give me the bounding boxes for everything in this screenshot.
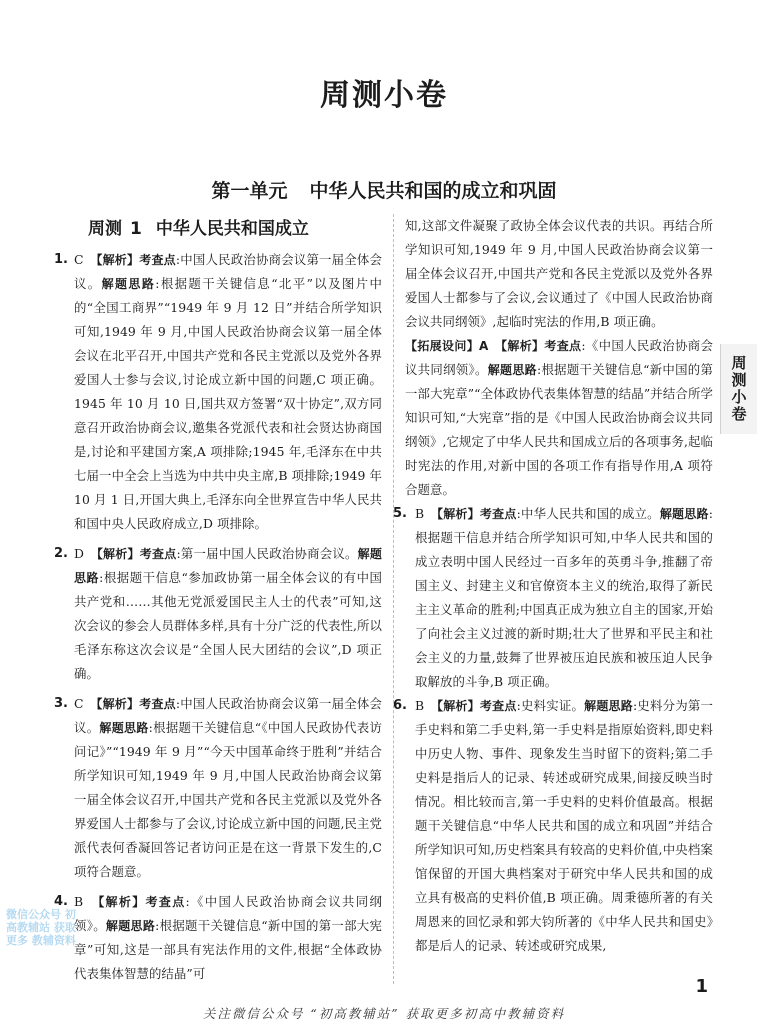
answer-item xyxy=(54,248,382,536)
page-number: 1 xyxy=(695,976,708,997)
answer-choice: C xyxy=(74,252,84,267)
answer-item xyxy=(405,214,713,334)
answer-text xyxy=(405,334,713,502)
answer-item xyxy=(393,502,714,694)
section-label: 周测 xyxy=(88,219,122,239)
answer-segment: :史料分为第一手史料和第二手史料,第一手史料是指原始资料,即史料中历史人物、事件、现象发生当时留下的资料;第二手史料是指后人的记录、转述或研究成果,间接反映当时情况。相比较而言,第一手史料的史料价值最高。根据题干关键信息“中华人民共和国的成立和巩固”并结合所学知识可知,历史档案具有较高的史料价值,中央档案馆保留的开国大典档案对于研究中华人民共和国的成立具有极高的史料价值,B 项正确。周秉德所著的有关周恩来的回忆录和郭大钧所著的《中华人民共和国史》都是后人的记录、转述或研究成果, xyxy=(415,698,714,953)
answer-text xyxy=(74,692,382,884)
answer-segment: :根据题干信息并结合所学知识可知,中华人民共和国的成立表明中国人民经过一百多年的英勇斗争,推翻了帝国主义、封建主义和官僚资本主义的统治,取得了新民主主义革命的胜利;中国真正成为独立自主的国家,开始了向社会主义过渡的新时期;壮大了世界和平民主和社会主义的力量,鼓舞了世界被压迫民族和被压迫人民争取解放的斗争,B 项正确。 xyxy=(415,506,714,689)
answer-item xyxy=(54,692,382,884)
left-column xyxy=(54,214,382,992)
answer-list-right xyxy=(393,214,714,958)
section-title: 中华人民共和国成立 xyxy=(155,219,309,239)
right-column xyxy=(393,214,714,958)
unit-subtitle: 中华人民共和国的成立和巩固 xyxy=(309,180,557,202)
answer-item xyxy=(405,334,713,502)
answer-segment: :根据题干关键信息“新中国的第一部大宪章”可知,这是一部具有宪法作用的文件,根据“全体政协代表集体智慧的结晶”可 xyxy=(74,918,382,981)
answer-label: 【拓展设问】A 【解析】考查点 xyxy=(405,339,582,353)
answer-label: 解题思路 xyxy=(74,547,382,585)
answer-choice: C xyxy=(74,696,84,711)
answer-label: 【解析】考查点 xyxy=(96,697,176,711)
answer-segment: :根据题干关键信息“《中国人民政协代表访问记》”“1949 年 9 月”“今天中国革命终于胜利”并结合所学知识可知,1949 年 9 月,中国人民政治协商会议第一届全体会议召开,中国共产党和各民主党派以及党外各界爱国人士都参与了会议,讨论成立新中国的问题,民主党派代表何香凝回答记者访问正是在这一背景下发生的,C 项符合题意。 xyxy=(74,720,382,879)
answer-text xyxy=(415,694,713,958)
answer-choice: B xyxy=(74,894,84,909)
answer-item xyxy=(54,890,382,986)
answer-segment: :中华人民共和国的成立。 xyxy=(516,506,660,521)
answer-label: 【解析】考查点 xyxy=(436,699,517,713)
answer-segment: :根据题干信息“参加政协第一届全体会议的有中国共产党和……其他无党派爱国民主人士的代表”可知,这次会议的参会人员群体多样,具有十分广泛的代表性,所以毛泽东称这次会议是“全国人民大团结的会议”,D 项正确。 xyxy=(74,570,383,681)
section-number: 1 xyxy=(130,219,142,239)
answer-segment: :《中国人民政治协商会议共同纲领》。 xyxy=(74,894,382,933)
answer-segment: B xyxy=(415,698,437,713)
column-divider xyxy=(393,214,394,984)
page-footer: 关注微信公众号 “初高教辅站” 获取更多初高中教辅资料 xyxy=(202,1006,566,1021)
section-heading xyxy=(88,214,382,238)
answer-segment: :根据题干关键信息“新中国的第一部大宪章”“全体政协代表集体智慧的结晶”并结合所学知识可知,“大宪章”指的是《中国人民政治协商会议共同纲领》,它规定了中华人民共和国成立后的各项事务,起临时宪法的作用,对新中国的各项工作有指导作用,A 项符合题意。 xyxy=(405,362,714,497)
page-title: 周测小卷 xyxy=(320,78,448,113)
answer-label: 解题思路 xyxy=(105,919,156,933)
answer-label: 【解析】考查点 xyxy=(96,253,176,267)
answer-segment: :史料实证。 xyxy=(516,698,585,713)
answer-text xyxy=(74,542,382,686)
question-number: 2. xyxy=(54,546,68,561)
answer-label: 【解析】考查点 xyxy=(98,895,186,909)
answer-choice: D xyxy=(74,546,85,561)
unit-heading xyxy=(0,176,768,203)
answer-list-left xyxy=(54,248,382,986)
question-number: 3. xyxy=(54,696,68,711)
question-number: 6. xyxy=(393,698,407,713)
answer-item xyxy=(54,542,382,686)
answer-item xyxy=(393,694,714,958)
unit-number: 第一单元 xyxy=(211,180,288,202)
answer-segment: :中国人民政治协商会议第一届全体会议。 xyxy=(74,696,383,735)
answer-label: 【解析】考查点 xyxy=(436,507,517,521)
answer-label: 【解析】考查点 xyxy=(96,547,177,561)
answer-label: 解题思路 xyxy=(487,363,537,377)
question-number: 1. xyxy=(54,252,68,267)
question-number: 4. xyxy=(54,894,68,909)
answer-segment: B xyxy=(415,506,437,521)
answer-segment: :第一届中国人民政治协商会议。 xyxy=(176,546,358,561)
answer-text xyxy=(74,248,382,536)
answer-segment: :根据题干关键信息“北平”以及图片中的“全国工商界”“1949 年 9 月 12 日”并结合所学知识可知,1949 年 9 月,中国人民政治协商会议第一届全体会议在北平召开,中国共产党和各民主党派以及党外各界爱国人士参与会议,讨论成立新中国的问题,C 项正确。1945 年 10 月 10 日,国共双方签署“双十协定”,双方同意召开政治协商会议,邀集各党派代表和社会贤达协商国是,讨论和平建国方案,A 项排除;1945 年,毛泽东在中共七届一中全会上当选为中共中央主席,B 项排除;1949 年 10 月 1 日,开国大典上,毛泽东向全世界宣告中华人民共和国中央人民政府成立,D 项排除。 xyxy=(74,276,382,531)
answer-segment: :《中国人民政治协商会议共同纲领》。 xyxy=(405,338,713,377)
answer-text xyxy=(415,502,713,694)
answer-segment: :中国人民政治协商会议第一届全体会议。 xyxy=(74,252,383,291)
answer-label: 解题思路 xyxy=(659,507,709,521)
answer-label: 解题思路 xyxy=(99,721,149,735)
answer-text xyxy=(74,890,382,986)
watermark-stamp: 微信公众号 初高教辅站 获取更多 教辅资料 xyxy=(6,908,76,947)
answer-label: 解题思路 xyxy=(584,699,634,713)
side-tab-label: 周测小卷 xyxy=(729,355,748,423)
side-tab xyxy=(720,344,757,434)
answer-segment: 知,这部文件凝聚了政协全体会议代表的共识。再结合所学知识可知,1949 年 9 月,中国人民政治协商会议第一届全体会议召开,中国共产党和各民主党派以及党外各界爱国人士都参与了会议,会议通过了《中国人民政治协商会议共同纲领》,起临时宪法的作用,B 项正确。 xyxy=(405,218,713,329)
answer-text xyxy=(405,214,713,334)
question-number: 5. xyxy=(393,506,407,521)
answer-label: 解题思路 xyxy=(101,277,156,291)
